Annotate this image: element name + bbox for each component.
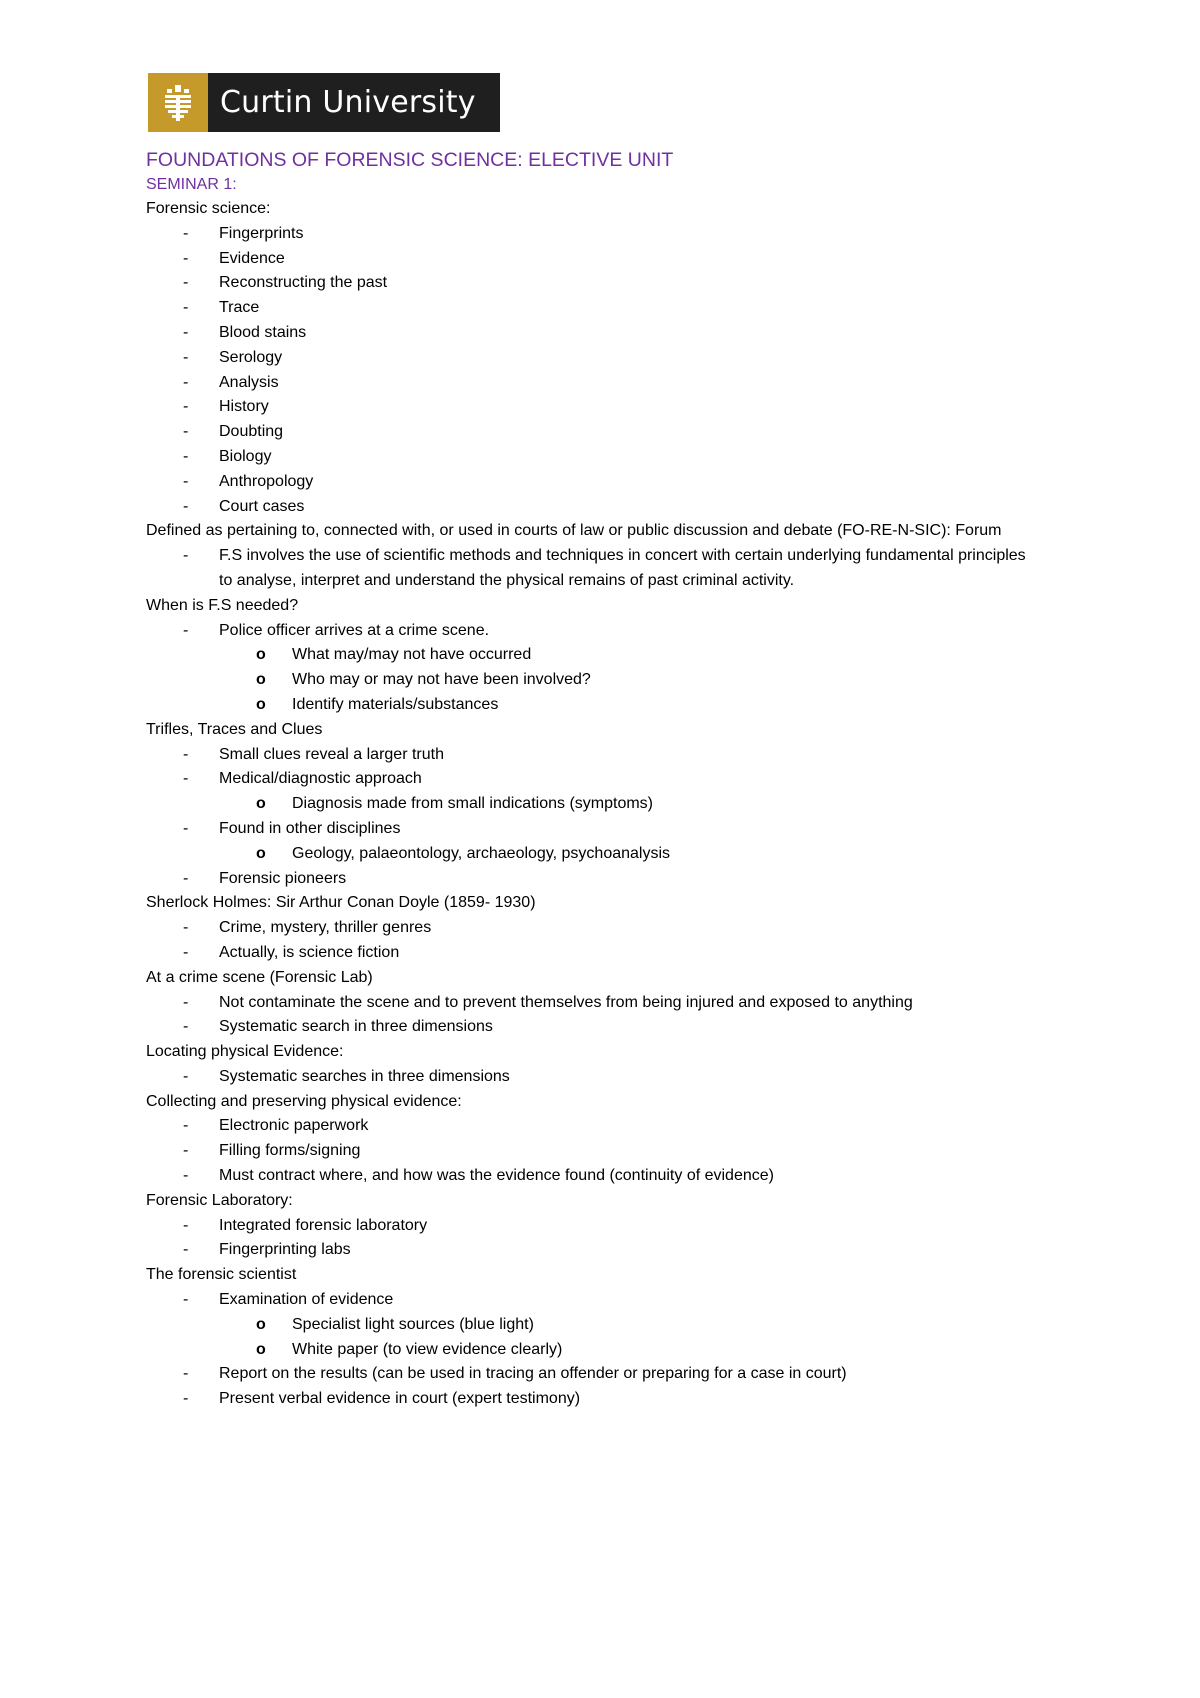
- list-item: [146, 495, 1046, 520]
- dash-marker: -: [183, 249, 189, 267]
- sub-list-item-text: Specialist light sources (blue light): [292, 1315, 534, 1333]
- list-item: [146, 420, 1046, 445]
- dash-marker: -: [183, 373, 189, 391]
- dash-marker: -: [183, 993, 189, 1011]
- seminar-label: SEMINAR 1:: [146, 176, 237, 193]
- list-item: [146, 247, 1046, 272]
- list-item: [146, 1288, 1046, 1313]
- list-item: [146, 817, 1046, 842]
- list-item-text: Must contract where, and how was the evidence found (continuity of evidence): [219, 1167, 774, 1185]
- list-item-text: Small clues reveal a larger truth: [219, 745, 444, 763]
- dash-marker: -: [183, 1291, 189, 1309]
- list-item: [146, 544, 1046, 594]
- list-item-text: Crime, mystery, thriller genres: [219, 919, 432, 937]
- dash-marker: -: [183, 1142, 189, 1160]
- bullet-marker: o: [256, 671, 266, 689]
- list-item: [146, 395, 1046, 420]
- list-item-text: Actually, is science fiction: [219, 943, 400, 961]
- dash-marker: -: [183, 497, 189, 515]
- list-item: [146, 941, 1046, 966]
- crest-icon: [148, 73, 208, 132]
- dash-marker: -: [183, 447, 189, 465]
- list-item-text: Examination of evidence: [219, 1291, 394, 1309]
- sub-list-item-text: Diagnosis made from small indications (symptoms): [292, 795, 653, 813]
- section-heading: When is F.S needed?: [146, 596, 299, 614]
- sub-list-item: [146, 693, 1046, 718]
- sub-list-item-text: Who may or may not have been involved?: [292, 671, 591, 689]
- dash-marker: -: [183, 274, 189, 292]
- dash-marker: -: [183, 423, 189, 441]
- list-item: [146, 1214, 1046, 1239]
- list-item-text: Electronic paperwork: [219, 1117, 369, 1135]
- dash-marker: -: [183, 1365, 189, 1383]
- notes-body: [146, 148, 1046, 1412]
- list-item-text: Blood stains: [219, 323, 307, 341]
- list-item-text: Police officer arrives at a crime scene.: [219, 621, 490, 639]
- list-item-text: Systematic searches in three dimensions: [219, 1067, 510, 1085]
- dash-marker: -: [183, 1241, 189, 1259]
- list-item-text: History: [219, 398, 269, 416]
- list-item: [146, 1387, 1046, 1412]
- section-heading: Trifles, Traces and Clues: [146, 720, 323, 738]
- section-heading: Forensic science:: [146, 200, 271, 217]
- sub-list-item: [146, 1313, 1046, 1338]
- dash-marker: -: [183, 472, 189, 490]
- list-item: [146, 1065, 1046, 1090]
- list-item-text: Trace: [219, 299, 260, 317]
- dash-marker: -: [183, 224, 189, 242]
- sub-list-item-text: Identify materials/substances: [292, 695, 499, 713]
- list-item: [146, 222, 1046, 247]
- list-item-text: Reconstructing the past: [219, 274, 388, 292]
- list-item-text: Not contaminate the scene and to prevent themselves from being injured and exposed to anything: [219, 993, 913, 1011]
- list-item: [146, 743, 1046, 768]
- list-item: [146, 619, 1046, 644]
- list-item: [146, 445, 1046, 470]
- list-item: [146, 371, 1046, 396]
- dash-marker: -: [183, 819, 189, 837]
- list-item-text: Biology: [219, 447, 272, 465]
- dash-marker: -: [183, 1067, 189, 1085]
- list-item: [146, 767, 1046, 792]
- list-item: [146, 916, 1046, 941]
- section-heading: Sherlock Holmes: Sir Arthur Conan Doyle (1859- 1930): [146, 894, 536, 912]
- list-item-text: Medical/diagnostic approach: [219, 770, 422, 788]
- dash-marker: -: [183, 1167, 189, 1185]
- dash-marker: -: [183, 1018, 189, 1036]
- dash-marker: -: [183, 348, 189, 366]
- dash-marker: -: [183, 770, 189, 788]
- section-heading: The forensic scientist: [146, 1266, 297, 1284]
- section-heading: Locating physical Evidence:: [146, 1043, 344, 1061]
- dash-marker: -: [183, 869, 189, 887]
- section-heading: At a crime scene (Forensic Lab): [146, 968, 373, 986]
- dash-marker: -: [183, 621, 189, 639]
- list-item: [146, 1015, 1046, 1040]
- list-item-text: Systematic search in three dimensions: [219, 1018, 493, 1036]
- list-item: [146, 346, 1046, 371]
- list-item-text: Found in other disciplines: [219, 819, 401, 837]
- dash-marker: -: [183, 943, 189, 961]
- bullet-marker: o: [256, 695, 266, 713]
- bullet-marker: o: [256, 1315, 266, 1333]
- dash-marker: -: [183, 745, 189, 763]
- sub-list-item-text: What may/may not have occurred: [292, 646, 532, 664]
- list-item: [146, 1238, 1046, 1263]
- list-item-text: Evidence: [219, 249, 285, 267]
- dash-marker: -: [183, 1117, 189, 1135]
- section-heading: Collecting and preserving physical evidence:: [146, 1092, 462, 1110]
- bullet-marker: o: [256, 795, 266, 813]
- list-item-text: Doubting: [219, 423, 284, 441]
- list-item-text: F.S involves the use of scientific methods and techniques in concert with certain underlying fundamental principles to analyse, interpret and understand the physical remains of past criminal activity.: [219, 547, 1026, 589]
- dash-marker: -: [183, 1216, 189, 1234]
- list-item-text: Anthropology: [219, 472, 314, 490]
- dash-marker: -: [183, 323, 189, 341]
- dash-marker: -: [183, 1390, 189, 1408]
- dash-marker: -: [183, 919, 189, 937]
- sub-list-item: [146, 1338, 1046, 1363]
- bullet-marker: o: [256, 646, 266, 664]
- list-item: [146, 1139, 1046, 1164]
- dash-marker: -: [183, 547, 189, 565]
- list-item-text: Report on the results (can be used in tracing an offender or preparing for a case in court): [219, 1365, 847, 1383]
- bullet-marker: o: [256, 1340, 266, 1358]
- list-item: [146, 271, 1046, 296]
- list-item-text: Present verbal evidence in court (expert testimony): [219, 1390, 581, 1408]
- list-item: [146, 991, 1046, 1016]
- dash-marker: -: [183, 398, 189, 416]
- list-item-text: Forensic pioneers: [219, 869, 347, 887]
- list-item: [146, 296, 1046, 321]
- list-item: [146, 1164, 1046, 1189]
- list-item: [146, 867, 1046, 892]
- list-item-text: Fingerprinting labs: [219, 1241, 351, 1259]
- logo-wordmark: Curtin University: [220, 85, 476, 120]
- sub-list-item: [146, 842, 1046, 867]
- sub-list-item-text: White paper (to view evidence clearly): [292, 1340, 563, 1358]
- university-logo: [148, 73, 500, 132]
- list-item-text: Integrated forensic laboratory: [219, 1216, 428, 1234]
- dash-marker: -: [183, 299, 189, 317]
- list-item-text: Serology: [219, 348, 283, 366]
- sub-list-item-text: Geology, palaeontology, archaeology, psychoanalysis: [292, 844, 671, 862]
- sub-list-item: [146, 792, 1046, 817]
- list-item: [146, 470, 1046, 495]
- sub-list-item: [146, 643, 1046, 668]
- list-item: [146, 321, 1046, 346]
- document-title: FOUNDATIONS OF FORENSIC SCIENCE: ELECTIVE UNIT: [146, 149, 674, 171]
- list-item: [146, 1114, 1046, 1139]
- section-heading: Defined as pertaining to, connected with, or used in courts of law or public discussion and debate (FO-RE-N-SIC): Forum: [146, 522, 1002, 540]
- list-item-text: Analysis: [219, 373, 279, 391]
- sub-list-item: [146, 668, 1046, 693]
- list-item: [146, 1362, 1046, 1387]
- section-heading: Forensic Laboratory:: [146, 1191, 293, 1209]
- list-item-text: Filling forms/signing: [219, 1142, 361, 1160]
- list-item-text: Fingerprints: [219, 224, 304, 242]
- bullet-marker: o: [256, 844, 266, 862]
- list-item-text: Court cases: [219, 497, 305, 515]
